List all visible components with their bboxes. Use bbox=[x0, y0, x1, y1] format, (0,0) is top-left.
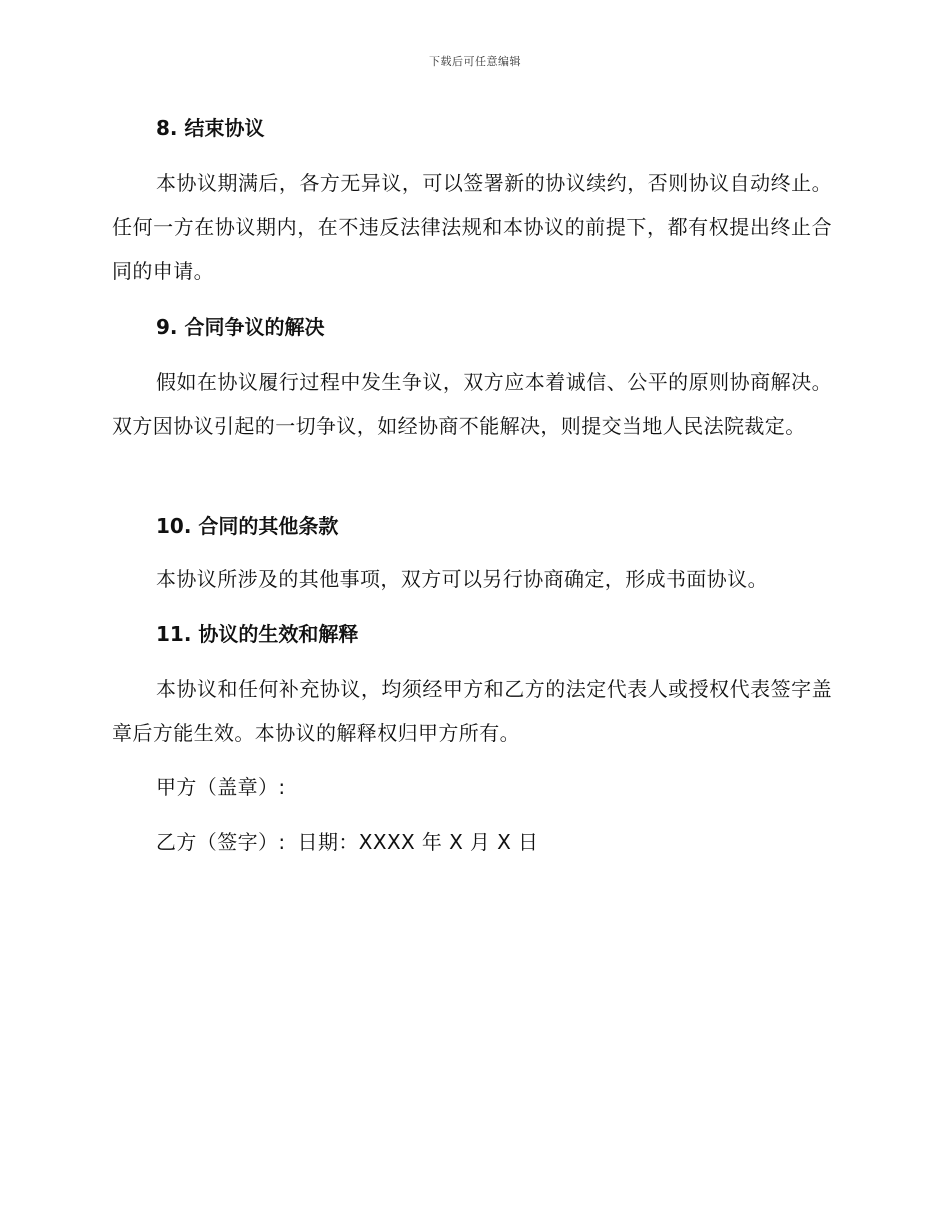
page-header: 下载后可任意编辑 bbox=[429, 55, 521, 68]
date-label: 日期：XXXX 年 X 月 X 日 bbox=[297, 830, 539, 854]
section-heading-other-terms: 10. 合同的其他条款 bbox=[156, 514, 339, 538]
section-paragraph-dispute: 假如在协议履行过程中发生争议，双方应本着诚信、公平的原则协商解决。双方因协议引起的一切争议，如经协商不能解决，则提交当地人民法院裁定。 bbox=[112, 370, 832, 438]
section-heading-termination: 8. 结束协议 bbox=[156, 116, 265, 140]
party-a-seal-line: 甲方（盖章）: bbox=[156, 775, 286, 799]
section-paragraph-termination: 本协议期满后，各方无异议，可以签署新的协议续约，否则协议自动终止。任何一方在协议期内，在不违反法律法规和本协议的前提下，都有权提出终止合同的申请。 bbox=[112, 171, 832, 283]
section-paragraph-effect: 本协议和任何补充协议，均须经甲方和乙方的法定代表人或授权代表签字盖章后方能生效。本协议的解释权归甲方所有。 bbox=[112, 677, 832, 745]
section-heading-dispute: 9. 合同争议的解决 bbox=[156, 315, 325, 339]
party-b-label: 乙方（签字）: bbox=[156, 830, 286, 854]
section-heading-effect: 11. 协议的生效和解释 bbox=[156, 622, 359, 646]
section-paragraph-other-terms: 本协议所涉及的其他事项，双方可以另行协商确定，形成书面协议。 bbox=[156, 567, 768, 591]
party-b-signature-line bbox=[156, 828, 538, 856]
